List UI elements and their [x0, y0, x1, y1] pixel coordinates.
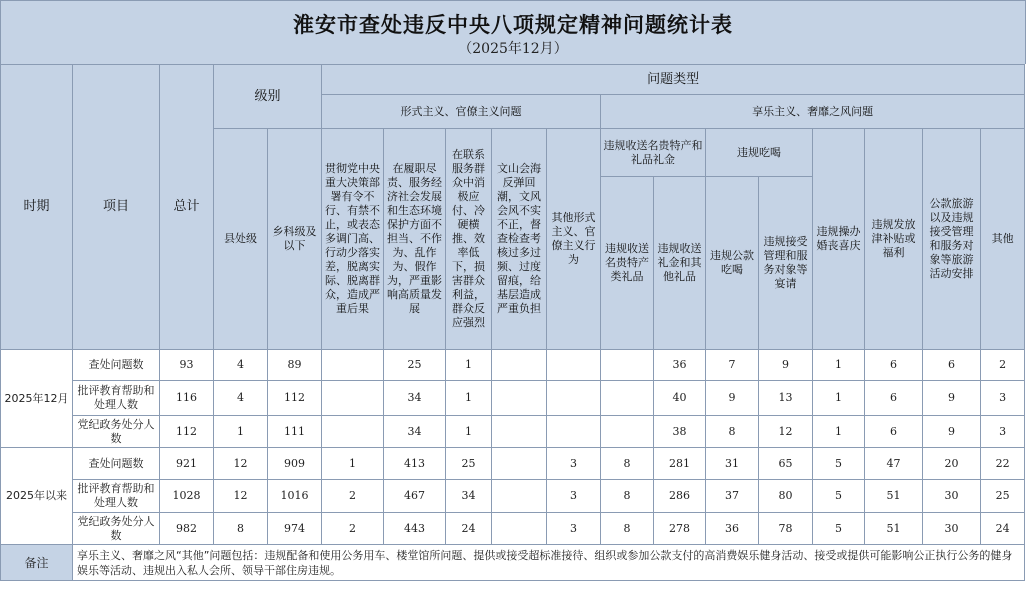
value-cell: 974 — [268, 513, 322, 545]
header-period: 时期 — [1, 65, 73, 350]
note-text: 享乐主义、奢靡之风“其他”问题包括：违规配备和使用公务用车、楼堂馆所问题、提供或接受超标准接待、组织或参加公款支付的高消费娱乐健身活动、接受或提供可能影响公正执行公务的健身娱乐等活动、违规出入私人会所、领导干部住房违规。 — [73, 545, 1025, 581]
value-cell — [547, 416, 601, 448]
header-gift-1: 违规收送名贵特产类礼品 — [601, 177, 654, 350]
table-row — [1, 480, 1025, 513]
header-formalism-3: 在联系服务群众中消极应付、冷硬横推、效率低下，损害群众利益，群众反应强烈 — [446, 129, 492, 350]
value-cell: 89 — [268, 350, 322, 381]
header-gift-2: 违规收送礼金和其他礼品 — [654, 177, 706, 350]
header-township: 乡科级及以下 — [268, 129, 322, 350]
value-cell: 9 — [923, 416, 981, 448]
value-cell: 12 — [214, 480, 268, 513]
period-cell: 2025年12月 — [1, 350, 73, 448]
item-cell: 党纪政务处分人数 — [73, 416, 160, 448]
value-cell: 4 — [214, 381, 268, 416]
table-row — [1, 381, 1025, 416]
value-cell: 24 — [446, 513, 492, 545]
header-item: 项目 — [73, 65, 160, 350]
header-formalism-5: 其他形式主义、官僚主义行为 — [547, 129, 601, 350]
table-row — [1, 350, 1025, 381]
value-cell: 116 — [160, 381, 214, 416]
value-cell: 112 — [268, 381, 322, 416]
value-cell — [492, 448, 547, 480]
item-cell: 批评教育帮助和处理人数 — [73, 480, 160, 513]
header-total: 总计 — [160, 65, 214, 350]
table-row — [1, 416, 1025, 448]
value-cell: 8 — [706, 416, 759, 448]
value-cell — [322, 350, 384, 381]
value-cell: 8 — [601, 480, 654, 513]
value-cell: 93 — [160, 350, 214, 381]
value-cell: 1 — [446, 381, 492, 416]
value-cell: 37 — [706, 480, 759, 513]
value-cell: 443 — [384, 513, 446, 545]
value-cell: 8 — [214, 513, 268, 545]
value-cell: 3 — [547, 448, 601, 480]
value-cell: 13 — [759, 381, 813, 416]
value-cell: 278 — [654, 513, 706, 545]
value-cell: 12 — [214, 448, 268, 480]
value-cell: 467 — [384, 480, 446, 513]
value-cell: 9 — [759, 350, 813, 381]
value-cell: 25 — [446, 448, 492, 480]
item-cell: 查处问题数 — [73, 350, 160, 381]
value-cell: 9 — [706, 381, 759, 416]
value-cell — [547, 381, 601, 416]
value-cell: 6 — [865, 381, 923, 416]
header-gift-group: 违规收送名贵特产和礼品礼金 — [601, 129, 706, 177]
item-cell: 批评教育帮助和处理人数 — [73, 381, 160, 416]
header-formalism-1: 贯彻党中央重大决策部署有令不行、有禁不止，或表态多调门高、行动少落实差，脱离实际、脱离群众，造成严重后果 — [322, 129, 384, 350]
value-cell: 34 — [384, 381, 446, 416]
value-cell: 80 — [759, 480, 813, 513]
header-travel: 公款旅游以及违规接受管理和服务对象等旅游活动安排 — [923, 129, 981, 350]
value-cell: 31 — [706, 448, 759, 480]
value-cell — [492, 381, 547, 416]
value-cell: 8 — [601, 448, 654, 480]
value-cell: 3 — [981, 416, 1025, 448]
value-cell: 3 — [547, 513, 601, 545]
value-cell: 25 — [384, 350, 446, 381]
value-cell: 25 — [981, 480, 1025, 513]
value-cell: 286 — [654, 480, 706, 513]
value-cell: 30 — [923, 513, 981, 545]
value-cell: 1 — [813, 350, 865, 381]
header-hedonism: 享乐主义、奢靡之风问题 — [601, 95, 1025, 129]
value-cell: 281 — [654, 448, 706, 480]
item-cell: 查处问题数 — [73, 448, 160, 480]
header-other: 其他 — [981, 129, 1025, 350]
value-cell: 38 — [654, 416, 706, 448]
value-cell: 921 — [160, 448, 214, 480]
value-cell — [492, 480, 547, 513]
value-cell: 9 — [923, 381, 981, 416]
value-cell: 5 — [813, 513, 865, 545]
value-cell: 4 — [214, 350, 268, 381]
value-cell: 8 — [601, 513, 654, 545]
value-cell: 65 — [759, 448, 813, 480]
header-formalism-2: 在履职尽责、服务经济社会发展和生态环境保护方面不担当、不作为、乱作为、假作为，严重影响高质量发展 — [384, 129, 446, 350]
value-cell: 1 — [214, 416, 268, 448]
table-row — [1, 448, 1025, 480]
value-cell — [492, 513, 547, 545]
value-cell: 6 — [865, 416, 923, 448]
value-cell — [322, 416, 384, 448]
header-issue-type: 问题类型 — [322, 65, 1025, 95]
item-cell: 党纪政务处分人数 — [73, 513, 160, 545]
value-cell: 982 — [160, 513, 214, 545]
header-formalism: 形式主义、官僚主义问题 — [322, 95, 601, 129]
header-eat-1: 违规公款吃喝 — [706, 177, 759, 350]
value-cell: 22 — [981, 448, 1025, 480]
value-cell: 34 — [446, 480, 492, 513]
value-cell — [601, 416, 654, 448]
value-cell — [601, 350, 654, 381]
value-cell — [492, 350, 547, 381]
value-cell: 3 — [981, 381, 1025, 416]
value-cell — [601, 381, 654, 416]
value-cell: 413 — [384, 448, 446, 480]
value-cell — [547, 350, 601, 381]
note-label: 备注 — [1, 545, 73, 581]
value-cell: 7 — [706, 350, 759, 381]
title-bar — [0, 0, 1026, 64]
value-cell: 51 — [865, 513, 923, 545]
value-cell: 909 — [268, 448, 322, 480]
value-cell: 2 — [322, 480, 384, 513]
header-county: 县处级 — [214, 129, 268, 350]
value-cell: 1 — [446, 350, 492, 381]
statistics-table — [0, 64, 1025, 581]
value-cell: 112 — [160, 416, 214, 448]
period-cell: 2025年以来 — [1, 448, 73, 545]
value-cell: 78 — [759, 513, 813, 545]
header-formalism-4: 文山会海反弹回潮，文风会风不实不正，督查检查考核过多过频、过度留痕，给基层造成严重负担 — [492, 129, 547, 350]
value-cell: 111 — [268, 416, 322, 448]
value-cell: 6 — [923, 350, 981, 381]
value-cell: 2 — [981, 350, 1025, 381]
value-cell — [322, 381, 384, 416]
header-eat-group: 违规吃喝 — [706, 129, 813, 177]
value-cell: 1 — [813, 416, 865, 448]
table-row — [1, 513, 1025, 545]
value-cell: 51 — [865, 480, 923, 513]
value-cell: 34 — [384, 416, 446, 448]
value-cell: 1016 — [268, 480, 322, 513]
value-cell: 36 — [654, 350, 706, 381]
table-body — [1, 350, 1025, 545]
value-cell: 1 — [813, 381, 865, 416]
value-cell: 1 — [446, 416, 492, 448]
value-cell: 2 — [322, 513, 384, 545]
value-cell: 36 — [706, 513, 759, 545]
value-cell: 5 — [813, 480, 865, 513]
header-wedding: 违规操办婚丧喜庆 — [813, 129, 865, 350]
header-subsidy: 违规发放津补贴或福利 — [865, 129, 923, 350]
value-cell: 12 — [759, 416, 813, 448]
value-cell: 24 — [981, 513, 1025, 545]
page-subtitle: （2025年12月） — [458, 41, 568, 57]
value-cell — [492, 416, 547, 448]
value-cell: 1028 — [160, 480, 214, 513]
value-cell: 6 — [865, 350, 923, 381]
value-cell: 1 — [322, 448, 384, 480]
header-eat-2: 违规接受管理和服务对象等宴请 — [759, 177, 813, 350]
value-cell: 20 — [923, 448, 981, 480]
value-cell: 3 — [547, 480, 601, 513]
header-level: 级别 — [214, 65, 322, 129]
value-cell: 47 — [865, 448, 923, 480]
value-cell: 5 — [813, 448, 865, 480]
page-title: 淮安市查处违反中央八项规定精神问题统计表 — [293, 13, 733, 37]
value-cell: 40 — [654, 381, 706, 416]
value-cell: 30 — [923, 480, 981, 513]
